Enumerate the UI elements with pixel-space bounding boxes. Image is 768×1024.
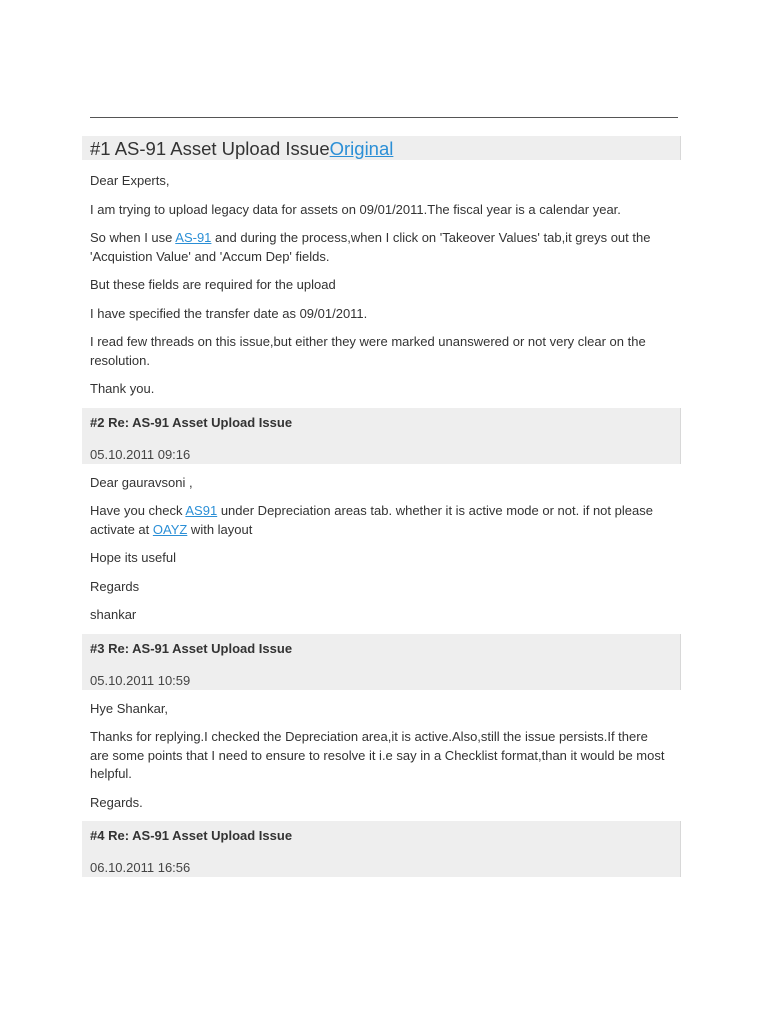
post-2-text: with layout	[187, 521, 253, 537]
post-2-header	[82, 408, 681, 464]
post-2-date: 05.10.2011 09:16	[90, 446, 191, 462]
post-2-line: Hope its useful	[90, 550, 176, 565]
post-2-text: activate at	[90, 521, 153, 537]
oayz-link[interactable]: OAYZ	[152, 521, 188, 537]
post-2-text: under Depreciation areas tab. whether it is active mode or not. if not please	[217, 503, 653, 518]
post-3-title: #3 Re: AS-91 Asset Upload Issue	[90, 640, 293, 656]
post-1-paragraph	[90, 219, 673, 266]
post-3-date: 05.10.2011 10:59	[90, 672, 191, 688]
post-4-date: 06.10.2011 16:56	[90, 860, 191, 875]
post-1-text: I read few threads on this issue,but either they were marked unanswered or not very clear on the	[90, 334, 646, 349]
post-3-paragraph	[90, 718, 673, 784]
post-2-body	[82, 464, 681, 634]
post-3-regards: Regards.	[90, 794, 143, 810]
post-1-greeting: Dear Experts,	[90, 173, 170, 188]
post-2-title: #2 Re: AS-91 Asset Upload Issue	[90, 414, 293, 430]
post-3-greeting: Hye Shankar,	[90, 700, 169, 716]
post-3-text: helpful.	[90, 766, 132, 781]
post-2-greeting: Dear gauravsoni ,	[90, 474, 193, 490]
post-3-text: Thanks for replying.I checked the Depreciation area,it is active.Also,still the issue persists.If there	[90, 729, 648, 744]
as91-link[interactable]: AS91	[185, 503, 218, 518]
original-link[interactable]: Original	[329, 138, 394, 159]
post-1-line: I have specified the transfer date as 09/01/2011.	[90, 305, 368, 321]
post-2-signature: shankar	[90, 607, 137, 622]
post-1-text: 'Acquistion Value' and 'Accum Dep' fields.	[90, 248, 330, 264]
post-1-text: and during the process,when I click on 'Takeover Values' tab,it greys out the	[211, 230, 651, 245]
as-91-link[interactable]: AS-91	[175, 230, 212, 245]
thread-title: #1 AS-91 Asset Upload Issue	[90, 138, 330, 159]
post-3-body	[82, 690, 681, 822]
post-1-line: I am trying to upload legacy data for assets on 09/01/2011.The fiscal year is a calendar year.	[90, 201, 621, 217]
post-2-paragraph	[90, 492, 673, 539]
post-2-regards: Regards	[90, 578, 140, 594]
post-1-body	[82, 160, 681, 408]
post-3-header	[82, 634, 681, 690]
post-1-line: But these fields are required for the upload	[90, 277, 336, 292]
post-3-text: are some points that I need to ensure to resolve it i.e say in a Checklist format,than it would be most	[90, 747, 665, 763]
thread-title-bar	[82, 136, 681, 160]
post-2-text: Have you check	[90, 503, 186, 518]
thread	[82, 136, 681, 877]
top-divider	[90, 117, 678, 118]
post-4-title: #4 Re: AS-91 Asset Upload Issue	[90, 828, 293, 843]
post-1-text: So when I use	[90, 230, 176, 245]
post-1-paragraph	[90, 323, 673, 370]
post-4-header	[82, 821, 681, 877]
post-1-text: resolution.	[90, 352, 150, 368]
post-1-closing: Thank you.	[90, 381, 155, 396]
